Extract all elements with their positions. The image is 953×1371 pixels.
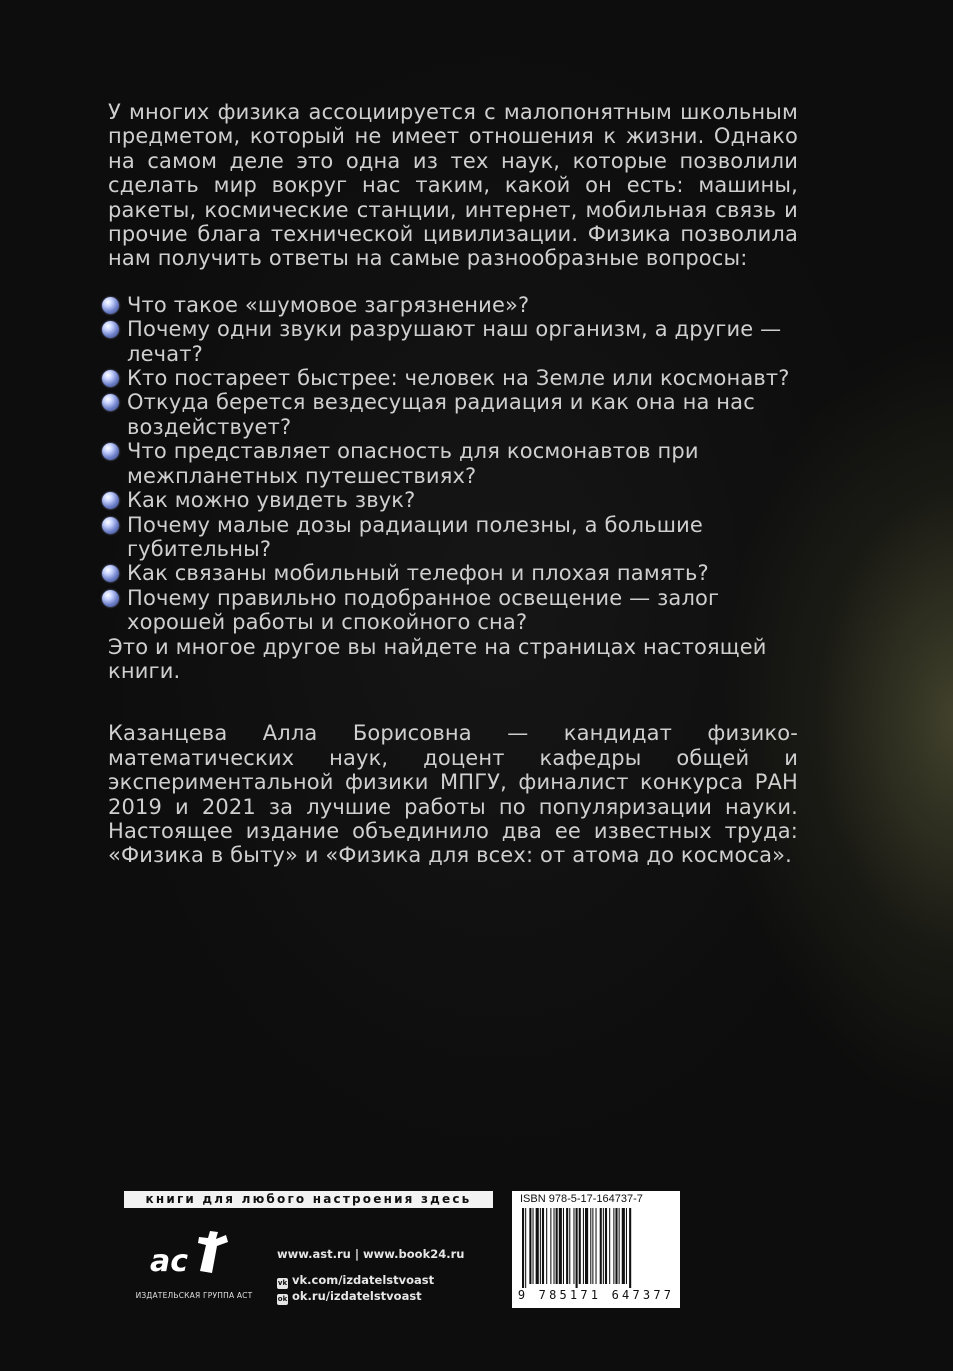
barcode-bar xyxy=(533,1208,534,1284)
sphere-bullet-icon xyxy=(102,394,119,411)
tagline-banner: книги для любого настроения здесь xyxy=(124,1191,493,1208)
question-text: Откуда берется вездесущая радиация и как она на нас воздействует? xyxy=(127,390,755,439)
barcode-bar xyxy=(566,1208,568,1284)
barcode-bar xyxy=(583,1208,584,1284)
ean-digits: 9 785171 647377 xyxy=(517,1288,675,1302)
barcode-bar xyxy=(622,1208,625,1284)
publisher-block xyxy=(124,1191,684,1311)
barcode-bar xyxy=(529,1208,531,1284)
ok-link-text: ok.ru/izdatelstvoast xyxy=(292,1289,422,1303)
ok-icon: ok xyxy=(277,1295,288,1303)
barcode-bar xyxy=(554,1208,555,1284)
vk-icon: vk xyxy=(277,1279,288,1287)
barcode-bar xyxy=(525,1208,526,1288)
list-item xyxy=(108,586,798,635)
sphere-bullet-icon xyxy=(102,297,119,314)
barcode-bar xyxy=(590,1208,591,1284)
barcode-bar xyxy=(550,1208,551,1284)
sphere-bullet-icon xyxy=(102,370,119,387)
barcode-bar xyxy=(600,1208,602,1284)
barcode-bar xyxy=(619,1208,620,1284)
barcode-bar xyxy=(540,1208,541,1284)
svg-text:ac: ac xyxy=(150,1244,189,1279)
sphere-bullet-icon xyxy=(102,443,119,460)
question-text: Почему малые дозы радиации полезны, а большие губительны? xyxy=(127,512,703,561)
list-item xyxy=(108,439,798,488)
barcode-bar xyxy=(579,1208,581,1284)
sphere-bullet-icon xyxy=(102,590,119,607)
isbn-label: ISBN 978-5-17-164737-7 xyxy=(520,1193,643,1205)
question-text: Что такое «шумовое загрязнение»? xyxy=(127,292,530,317)
sphere-bullet-icon xyxy=(102,492,119,509)
barcode-bar xyxy=(613,1208,614,1284)
question-text: Почему одни звуки разрушают наш организм, а другие — лечат? xyxy=(127,317,782,366)
question-text: Как можно увидеть звук? xyxy=(127,488,416,513)
barcode-bar xyxy=(559,1208,562,1284)
barcode-bar xyxy=(626,1208,627,1284)
sphere-bullet-icon xyxy=(102,517,119,534)
list-item xyxy=(108,366,798,390)
barcode-bar xyxy=(585,1208,588,1284)
back-cover-text xyxy=(108,100,798,868)
list-item xyxy=(108,317,798,366)
sphere-bullet-icon xyxy=(102,565,119,582)
barcode-bar xyxy=(609,1208,610,1284)
publisher-caption: ИЗДАТЕЛЬСКАЯ ГРУППА АСТ xyxy=(135,1291,253,1300)
question-text: Что представляет опасность для космонавтов при межпланетных путешествиях? xyxy=(127,439,699,488)
ok-link[interactable] xyxy=(277,1288,464,1304)
barcode-bar xyxy=(573,1208,574,1284)
question-text: Как связаны мобильный телефон и плохая память? xyxy=(127,561,709,586)
website-links[interactable]: www.ast.ru | www.book24.ru xyxy=(277,1247,465,1261)
author-bio: Казанцева Алла Борисовна — кандидат физико-математических наук, доцент кафедры общей и экспериментальной физики МПГУ, финалист конкурса РАН 2019 и 2021 за лучшие работы по популяризации науки. Настоящее издание объединило два ее известных труда: «Физика в быту» и «Физика для всех: от атома до космоса». xyxy=(108,721,798,868)
list-item xyxy=(108,513,798,562)
publisher-links xyxy=(277,1246,464,1304)
question-list xyxy=(108,293,798,635)
list-item xyxy=(108,293,798,317)
list-item xyxy=(108,488,798,512)
barcode-bar xyxy=(522,1208,524,1288)
ast-logo-icon xyxy=(148,1221,248,1281)
barcode-bar xyxy=(536,1208,539,1284)
question-text: Кто постареет быстрее: человек на Земле или космонавт? xyxy=(127,366,790,391)
barcode-bar xyxy=(629,1208,631,1288)
barcode-bar xyxy=(592,1208,593,1284)
barcode-bar xyxy=(563,1208,564,1284)
list-item xyxy=(108,561,798,585)
barcode-bar xyxy=(569,1208,570,1284)
barcode-bar xyxy=(546,1208,547,1284)
list-item xyxy=(108,390,798,439)
barcode-bar xyxy=(576,1208,578,1288)
barcode-bar xyxy=(615,1208,617,1284)
vk-link[interactable] xyxy=(277,1272,464,1288)
question-text: Почему правильно подобранное освещение — залог хорошей работы и спокойного сна? xyxy=(127,585,720,635)
barcode-bar xyxy=(596,1208,597,1284)
intro-paragraph: У многих физика ассоциируется с малопонятным школьным предметом, который не имеет отношения к жизни. Однако на самом деле это одна из тех наук, которые позволили сделать мир вокруг нас таким, какой он есть: машины, ракеты, космические станции, интернет, мобильная связь и прочие блага технической цивилизации. Физика позволила нам получить ответы на самые разнообразные вопросы: xyxy=(108,100,798,271)
sphere-bullet-icon xyxy=(102,321,119,338)
barcode-bar xyxy=(603,1208,604,1284)
outro-paragraph: Это и многое другое вы найдете на страницах настоящей книги. xyxy=(108,634,767,683)
isbn-barcode-box xyxy=(512,1191,680,1308)
barcode-bar xyxy=(556,1208,558,1284)
barcode-bar xyxy=(605,1208,607,1284)
barcode-icon xyxy=(520,1208,672,1288)
vk-link-text: vk.com/izdatelstvoast xyxy=(292,1273,435,1287)
barcode-bar xyxy=(542,1208,544,1284)
